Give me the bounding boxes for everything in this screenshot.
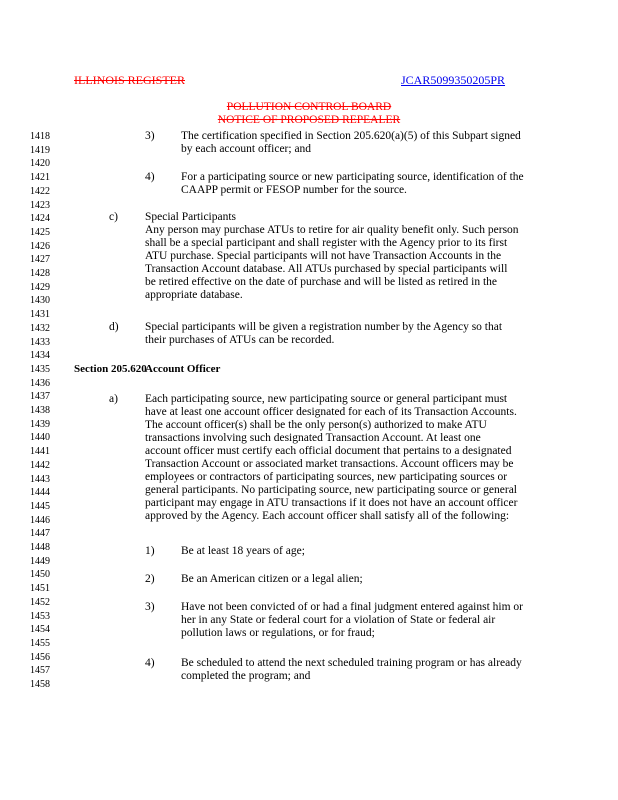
line-number: 1432	[30, 322, 50, 334]
text-line: For a participating source or new participating source, identification of the	[181, 171, 524, 183]
line-number: 1455	[30, 637, 50, 649]
line-number: 1419	[30, 144, 50, 156]
text-line: transactions involving such designated Transaction Account. At least one	[145, 432, 481, 444]
list-marker: 3)	[145, 601, 155, 613]
line-number: 1429	[30, 281, 50, 293]
line-number: 1423	[30, 199, 50, 211]
line-number: 1457	[30, 665, 50, 677]
text-line: approved by the Agency. Each account officer shall satisfy all of the following:	[145, 510, 510, 522]
line-number: 1450	[30, 569, 50, 581]
text-line: Special participants will be given a registration number by the Agency so that	[145, 321, 503, 333]
text-line: general participants. No participating source, new participating source or general	[145, 484, 518, 496]
line-number: 1445	[30, 500, 50, 512]
line-number: 1433	[30, 336, 50, 348]
text-line: Be scheduled to attend the next scheduled training program or has already	[181, 657, 522, 669]
line-number: 1458	[30, 679, 50, 690]
text-line: their purchases of ATUs can be recorded.	[145, 334, 335, 346]
line-number: 1427	[30, 254, 50, 266]
list-marker: c)	[109, 211, 118, 223]
line-number: 1436	[30, 377, 50, 389]
list-marker: 2)	[145, 573, 155, 585]
line-number: 1439	[30, 418, 50, 430]
text-line: Transaction Account or associated market transactions. Account officers may be	[145, 458, 514, 470]
line-number: 1452	[30, 596, 50, 608]
line-number: 1430	[30, 295, 50, 307]
line-number: 1428	[30, 268, 50, 279]
line-number: 1446	[30, 514, 50, 526]
text-line: shall be a special participant and shall register with the Agency prior to its first	[145, 237, 508, 249]
text-line: be retired effective on the date of purchase and will be listed as retired in the	[145, 276, 497, 288]
text-line: account officer must certify each official document that pertains to a designated	[145, 445, 512, 457]
text-line: Be an American citizen or a legal alien;	[181, 573, 363, 585]
text-line: pollution laws or regulations, or for fraud;	[181, 627, 375, 639]
text-line: Each participating source, new participating source or general participant must	[145, 393, 508, 405]
text-line: The account officer(s) shall be the only person(s) authorized to make ATU	[145, 419, 487, 431]
text-line: employees or contractors of participating sources, new participating sources or	[145, 471, 508, 483]
register-title: ILLINOIS REGISTER	[74, 73, 185, 87]
line-number: 1444	[30, 487, 50, 499]
line-number: 1454	[30, 624, 50, 636]
line-number: 1456	[30, 651, 50, 663]
line-number: 1440	[30, 432, 50, 444]
list-marker: a)	[109, 393, 118, 405]
text-line: completed the program; and	[181, 670, 311, 682]
line-number: 1431	[30, 309, 50, 321]
list-marker: 1)	[145, 545, 155, 557]
text-line: CAAPP permit or FESOP number for the source.	[181, 184, 407, 196]
line-number: 1424	[30, 213, 50, 225]
section-number: Section 205.620	[74, 363, 147, 375]
line-number: 1425	[30, 226, 50, 238]
line-number: 1451	[30, 583, 50, 595]
text-line: by each account officer; and	[181, 143, 312, 155]
list-marker: 4)	[145, 171, 155, 183]
list-marker: 3)	[145, 130, 155, 142]
list-marker: 4)	[145, 657, 155, 669]
line-number: 1422	[30, 185, 50, 197]
line-number: 1443	[30, 473, 50, 485]
text-line: The certification specified in Section 205.620(a)(5) of this Subpart signed	[181, 130, 521, 142]
line-number: 1418	[30, 131, 50, 142]
text-line: ATU purchase. Special participants will not have Transaction Accounts in the	[145, 250, 502, 262]
text-line: have at least one account officer designated for each of its Transaction Accounts.	[145, 406, 517, 418]
text-line: appropriate database.	[145, 289, 243, 301]
line-number: 1420	[30, 158, 50, 170]
line-number: 1442	[30, 459, 50, 471]
line-number: 1447	[30, 528, 50, 540]
text-line: Any person may purchase ATUs to retire for air quality benefit only. Such person	[145, 224, 519, 236]
list-marker: d)	[109, 321, 119, 333]
text-line: participant may engage in ATU transactions if it does not have an account officer	[145, 497, 518, 509]
subsection-title: Special Participants	[145, 211, 237, 223]
line-number: 1421	[30, 172, 50, 184]
line-number: 1437	[30, 391, 50, 403]
line-number: 1449	[30, 555, 50, 567]
line-number: 1426	[30, 240, 50, 252]
line-number: 1453	[30, 610, 50, 622]
jcar-link[interactable]: JCAR5099350205PR	[401, 73, 506, 87]
line-number: 1434	[30, 350, 50, 362]
notice-title: NOTICE OF PROPOSED REPEALER	[217, 114, 401, 126]
line-number: 1435	[30, 363, 50, 375]
text-line: Be at least 18 years of age;	[181, 545, 305, 557]
line-number: 1441	[30, 446, 50, 458]
text-line: Transaction Account database. All ATUs purchased by special participants will	[145, 263, 508, 275]
section-title: Account Officer	[145, 363, 221, 375]
text-line: her in any State or federal court for a violation of State or federal air	[181, 614, 496, 626]
line-number: 1438	[30, 405, 50, 416]
line-number: 1448	[30, 542, 50, 553]
text-line: Have not been convicted of or had a final judgment entered against him or	[181, 601, 524, 613]
board-title: POLLUTION CONTROL BOARD	[226, 101, 392, 113]
